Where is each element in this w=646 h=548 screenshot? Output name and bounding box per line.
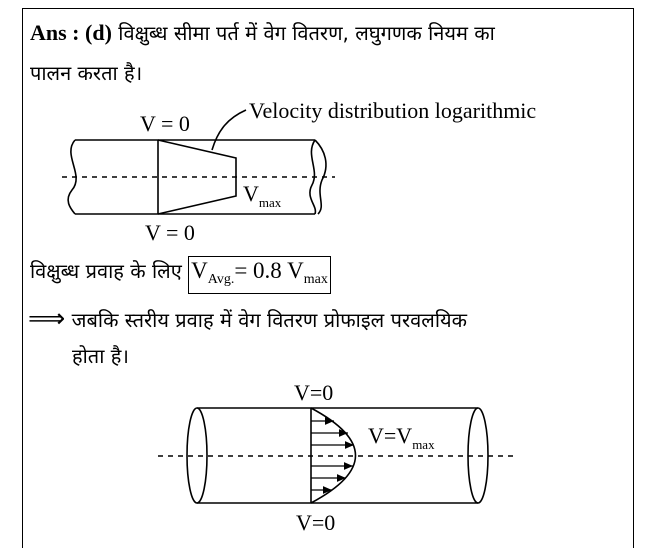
v-equals-vmax-label (368, 423, 435, 452)
answer-text-1: विक्षुब्ध सीमा पर्त में वेग वितरण, लघुगणक नियम का (118, 21, 495, 45)
laminar-text-1: जबकि स्तरीय प्रवाह में वेग वितरण प्रोफाइल परवलयिक (71, 308, 467, 332)
v-equals-sub: max (412, 437, 435, 452)
laminar-text-2: होता है। (72, 344, 129, 368)
answer-label: Ans : (d) (30, 20, 112, 45)
formula-sub-avg: Avg. (207, 272, 235, 287)
formula-mid: = 0.8 V (234, 258, 304, 283)
vmax-main: V (243, 181, 259, 206)
logarithmic-annotation: Velocity distribution logarithmic (249, 98, 537, 123)
bottom-velocity-label: V = 0 (145, 220, 195, 245)
top-velocity-label-2: V=0 (294, 380, 334, 405)
top-velocity-label: V = 0 (140, 111, 190, 136)
answer-text-2: पालन करता है। (30, 61, 143, 85)
bottom-velocity-label-2: V=0 (296, 510, 336, 535)
v-equals-main: V=V (368, 423, 413, 448)
implies-arrow-icon: ⟹ (28, 304, 66, 334)
formula-sub-max: max (303, 272, 328, 287)
formula-v: V (191, 258, 208, 283)
turbulent-prefix: विक्षुब्ध प्रवाह के लिए (30, 259, 182, 283)
vmax-sub: max (258, 195, 282, 210)
